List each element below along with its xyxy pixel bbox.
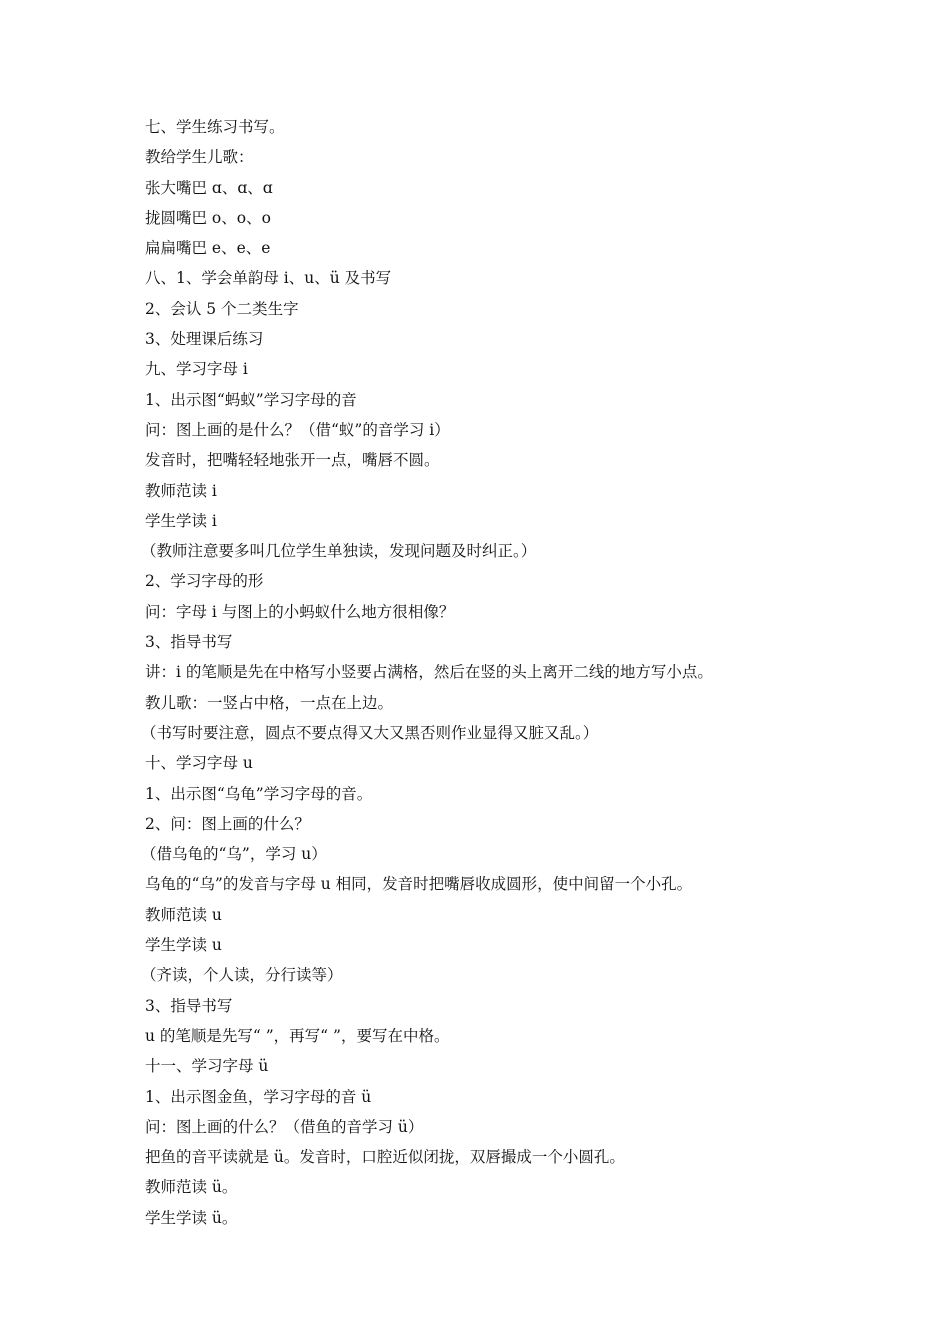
text-line: 乌龟的“乌”的发音与字母 u 相同，发音时把嘴唇收成圆形，使中间留一个小孔。 <box>145 875 693 894</box>
text-line: 学生学读 ü。 <box>145 1208 238 1227</box>
text-line: 问：字母 i 与图上的小蚂蚁什么地方很相像？ <box>145 602 455 621</box>
text-line: u 的笔顺是先写“ ”，再写“ ”，要写在中格。 <box>145 1026 450 1045</box>
text-line: 教给学生儿歌： <box>145 148 254 167</box>
document-body <box>141 112 865 1233</box>
text-line: 教师范读 i <box>145 481 217 500</box>
text-line: 教师范读 u <box>145 905 222 924</box>
section-heading: 九、学习字母 i <box>145 360 248 379</box>
text-line: 2、学习字母的形 <box>145 572 264 591</box>
text-line: （书写时要注意，圆点不要点得又大又黑否则作业显得又脏又乱。） <box>141 723 599 742</box>
text-line: （齐读，个人读，分行读等） <box>141 966 343 985</box>
text-line: 2、问：图上画的什么？ <box>145 814 310 833</box>
text-line: （借乌龟的“乌”，学习 u） <box>141 845 327 864</box>
text-line: 拢圆嘴巴 o、o、o <box>145 208 271 227</box>
text-line: 扁扁嘴巴 e、e、e <box>145 239 271 258</box>
text-line: 3、处理课后练习 <box>145 330 264 349</box>
text-line: 1、出示图金鱼，学习字母的音 ü <box>145 1087 372 1106</box>
text-line: 3、指导书写 <box>145 996 233 1015</box>
text-line: 七、学生练习书写。 <box>145 118 285 136</box>
text-line: 问：图上画的是什么？（借“蚁”的音学习 i） <box>145 420 450 439</box>
text-line: 教儿歌：一竖占中格，一点在上边。 <box>145 693 394 712</box>
section-heading: 十一、学习字母 ü <box>145 1057 269 1076</box>
text-line: 教师范读 ü。 <box>145 1178 238 1197</box>
text-line: 问：图上画的什么？（借鱼的音学习 ü） <box>145 1117 424 1136</box>
text-line: 2、会认 5 个二类生字 <box>145 299 299 318</box>
text-line: （教师注意要多叫几位学生单独读，发现问题及时纠正。） <box>141 542 537 561</box>
text-line: 学生学读 i <box>145 511 217 530</box>
section-heading: 八、1、学会单韵母 i、u、ü 及书写 <box>145 269 392 288</box>
text-line: 1、出示图“蚂蚁”学习字母的音 <box>145 390 357 409</box>
text-line: 1、出示图“乌龟”学习字母的音。 <box>145 784 373 803</box>
text-line: 讲：i 的笔顺是先在中格写小竖要占满格，然后在竖的头上离开二线的地方写小点。 <box>145 663 713 682</box>
text-line: 发音时，把嘴轻轻地张开一点，嘴唇不圆。 <box>145 451 440 470</box>
text-line: 学生学读 u <box>145 936 222 955</box>
text-line: 3、指导书写 <box>145 633 233 652</box>
section-heading: 十、学习字母 u <box>145 754 253 773</box>
text-line: 把鱼的音平读就是 ü。发音时，口腔近似闭拢，双唇撮成一个小圆孔。 <box>145 1148 625 1167</box>
text-line: 张大嘴巴 ɑ、ɑ、ɑ <box>145 178 273 197</box>
